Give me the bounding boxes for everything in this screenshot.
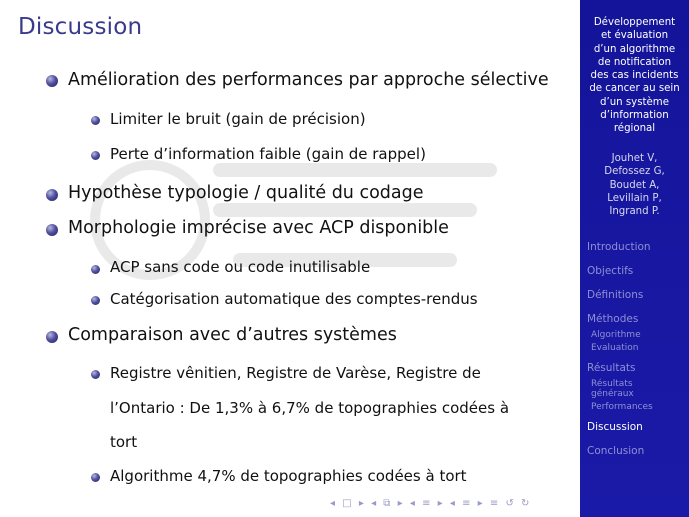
bullet-icon: [46, 331, 58, 343]
bullet-icon: [46, 189, 58, 201]
sub-bullet-text: Registre vênitien, Registre de Varèse, Registre de: [110, 364, 481, 382]
sidebar: [580, 0, 689, 517]
sub-bullet-text-continued: l’Ontario : De 1,3% à 6,7% de topographies codées à: [110, 399, 510, 417]
nav-conclusion[interactable]: Conclusion: [587, 445, 645, 457]
sub-bullet-icon: [91, 265, 100, 274]
bullet-text: Amélioration des performances par approche sélective: [68, 70, 549, 90]
nav-methodes[interactable]: Méthodes: [587, 313, 639, 325]
nav-left-icon[interactable]: ◂: [371, 498, 377, 509]
sub-bullet-text: Perte d’information faible (gain de rappel): [110, 145, 426, 163]
presentation-title: [580, 16, 689, 136]
nav-left-icon[interactable]: ◂: [330, 498, 336, 509]
title-line: Développement: [593, 17, 676, 28]
sub-bullet-text-continued: tort: [110, 433, 138, 451]
bullet-text: Hypothèse typologie / qualité du codage: [68, 183, 424, 203]
navigation-symbols[interactable]: [330, 498, 533, 512]
title-line: des cas incidents: [590, 70, 679, 82]
nav-toc-icon[interactable]: ≡: [489, 498, 499, 509]
nav-objectifs[interactable]: Objectifs: [587, 265, 634, 277]
title-line: d’un algorithme: [593, 43, 676, 55]
author-line: Jouhet V,: [611, 153, 658, 164]
nav-section-icon[interactable]: ≡: [422, 498, 431, 509]
bullet-text: Comparaison avec d’autres systèmes: [68, 325, 397, 345]
nav-right-icon[interactable]: ▸: [477, 498, 483, 509]
sub-bullet-text: Algorithme 4,7% de topographies codées à tort: [110, 467, 467, 485]
sub-bullet-icon: [91, 151, 100, 160]
sub-bullet-text: Limiter le bruit (gain de précision): [110, 110, 366, 128]
title-line: d’un système: [600, 96, 669, 108]
nav-left-icon[interactable]: ◂: [449, 498, 455, 509]
title-line: régional: [613, 123, 656, 135]
nav-resultats[interactable]: Résultats: [587, 362, 636, 374]
title-line: d’information: [600, 110, 669, 122]
sub-bullet-icon: [91, 296, 100, 305]
nav-evaluation[interactable]: Evaluation: [591, 343, 639, 353]
nav-frame-icon[interactable]: □: [342, 498, 352, 509]
sub-bullet-icon: [91, 370, 100, 379]
author-line: Levillain P,: [607, 192, 662, 204]
nav-introduction[interactable]: Introduction: [587, 241, 651, 253]
nav-resultats-generaux-1[interactable]: Résultats: [591, 379, 633, 389]
nav-right-icon[interactable]: ▸: [358, 498, 364, 509]
sub-bullet-icon: [91, 116, 100, 125]
nav-resultats-generaux-2[interactable]: généraux: [591, 389, 634, 399]
sub-bullet-text: Catégorisation automatique des comptes-rendus: [110, 290, 478, 308]
author-line: Ingrand P.: [609, 206, 660, 218]
nav-left-icon[interactable]: ◂: [409, 498, 415, 509]
bullet-icon: [46, 224, 58, 236]
nav-undo-icon[interactable]: ↺: [505, 498, 514, 509]
nav-definitions[interactable]: Définitions: [587, 289, 644, 301]
nav-algorithme[interactable]: Algorithme: [591, 330, 641, 340]
author-line: Defossez G,: [604, 166, 665, 178]
title-line: de notification: [597, 56, 672, 68]
authors: [580, 152, 689, 218]
bullet-icon: [46, 75, 58, 87]
title-line: de cancer au sein: [589, 83, 680, 95]
title-line: et évaluation: [600, 30, 669, 42]
sub-bullet-text: ACP sans code ou code inutilisable: [110, 258, 371, 276]
author-line: Boudet A,: [609, 179, 660, 191]
nav-discussion[interactable]: Discussion: [587, 421, 643, 433]
nav-performances[interactable]: Performances: [591, 402, 653, 412]
nav-right-icon[interactable]: ▸: [437, 498, 443, 509]
bullet-text: Morphologie imprécise avec ACP disponible: [68, 218, 449, 238]
nav-right-icon[interactable]: ▸: [397, 498, 403, 509]
sub-bullet-icon: [91, 473, 100, 482]
nav-subsection-icon[interactable]: ⧉: [383, 498, 391, 509]
slide-title: Discussion: [18, 14, 143, 40]
nav-section-icon[interactable]: ≡: [462, 498, 471, 509]
nav-redo-icon[interactable]: ↻: [521, 498, 530, 509]
